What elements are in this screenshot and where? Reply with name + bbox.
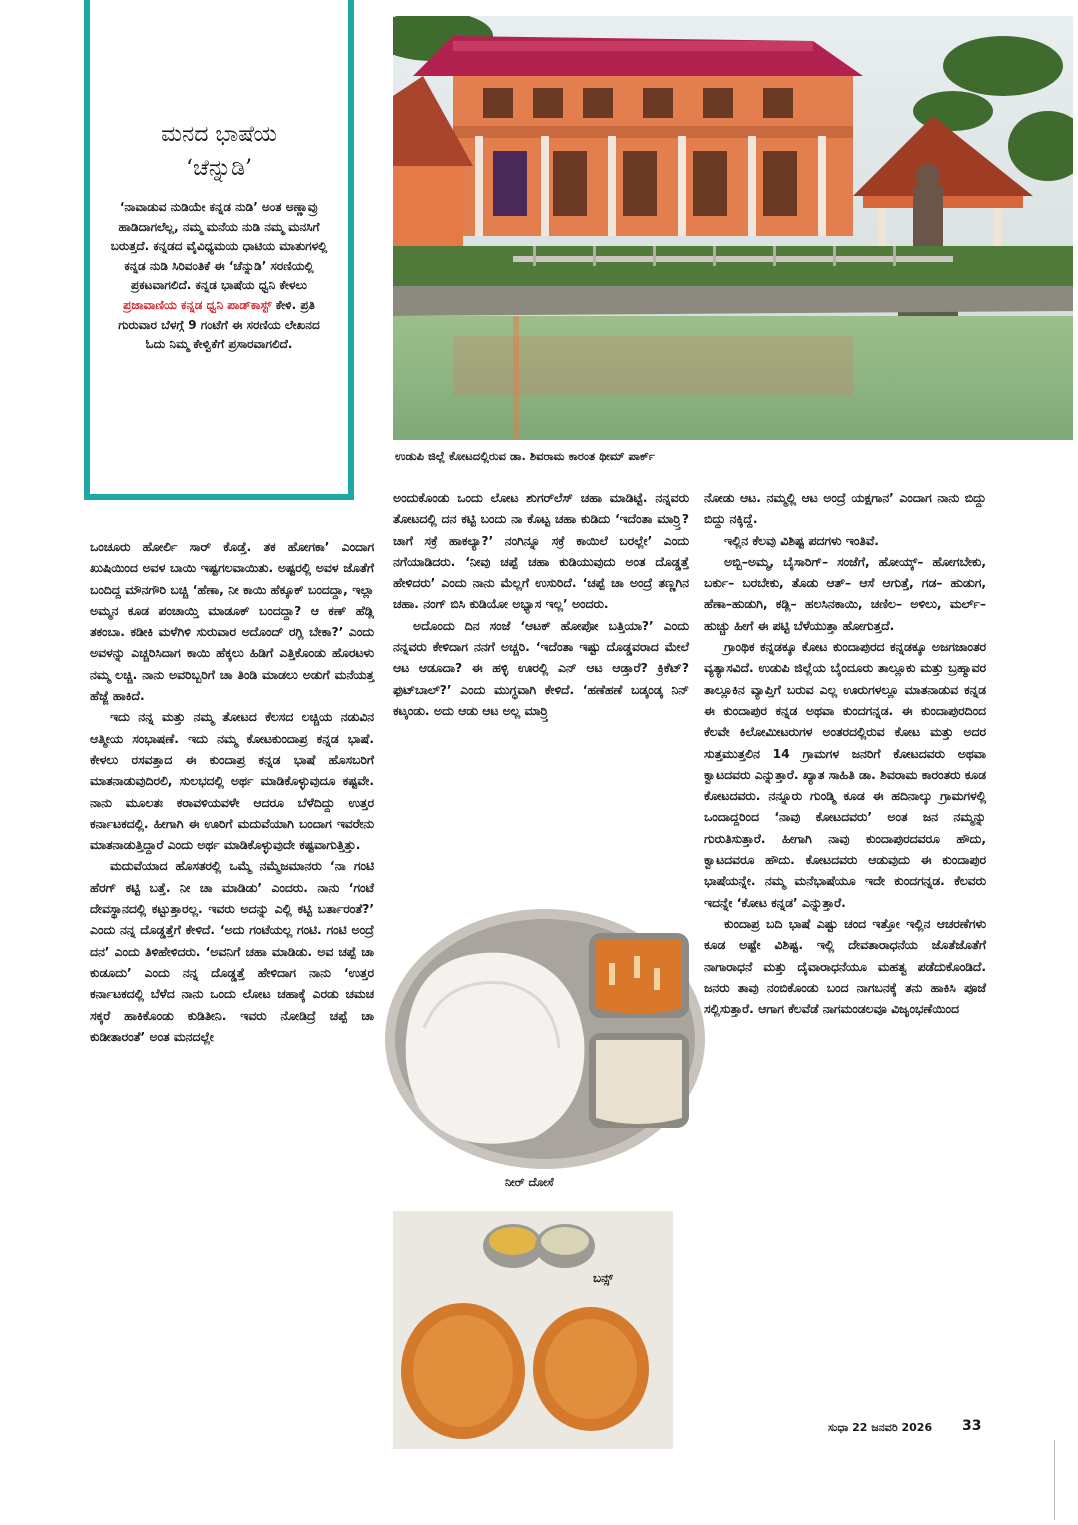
neer-dosa-photo (384, 908, 706, 1170)
column-1 (90, 537, 374, 1048)
series-info-box (84, 0, 354, 500)
crop-mark (1054, 1440, 1055, 1520)
col2-paragraph-2: ಅದೊಂದು ದಿನ ಸಂಜೆ ‘ಆಟಕ್ ಹೋಪೋ ಬತ್ತಿಯಾ?’ ಎಂದು ನನ್ನವರು ಕೇಳಿದಾಗ ನನಗೆ ಅಚ್ಚರಿ. ‘ಇದೆಂತಾ ಇಷ್ಟು ದೊಡ್ಡವರಾದ ಮೇಲೆ ಆಟ ಆಡೂದಾ? ಈ ಹಳ್ಳಿ ಊರಲ್ಲಿ ಎನ್ ಆಟ ಆಡ್ತಾರೆ? ಕ್ರಿಕೆಟ್? ಫುಟ್‌ಬಾಲ್?’ ಎಂದು ಮುಗ್ಧವಾಗಿ ಕೇಳಿದೆ. ‘ಹಣೆಹಣೆ ಬಡ್ಕಂಡ್ಕ ನಿನ್ ಕಟ್ಕಂಡು. ಅದು ಆಡು ಆಟ ಅಲ್ಲ ಮಾರ್‍ರ್ತಿ (393, 618, 689, 718)
theme-park-caption: ಉಡುಪಿ ಜಿಲ್ಲೆ ಕೋಟದಲ್ಲಿರುವ ಡಾ. ಶಿವರಾಮ ಕಾರಂತ ಥೀಮ್ ಪಾರ್ಕ್ (395, 449, 655, 463)
page-number: 33 (962, 1418, 982, 1434)
col3-paragraph-2: ಇಲ್ಲಿನ ಕೆಲವು ವಿಶಿಷ್ಟ ಪದಗಳು ಇಂತಿವೆ. (724, 533, 879, 548)
neer-dosa-caption: ನೀರ್ ದೋಸೆ (505, 1175, 554, 1189)
series-description-part2: ಕೇಳಿ. ಪ್ರತಿ ಗುರುವಾರ ಬೆಳಗ್ಗೆ 9 ಗಂಟೆಗೆ ಈ ಸರಣಿಯ ಲೇಖನದ ಓದು ನಿಮ್ಮ ಕೇಳ್ವಿಕೆಗೆ ಪ್ರಸಾರವಾಗಲಿದೆ. (118, 297, 320, 352)
column-3 (704, 488, 986, 1020)
col2-paragraph-1: ಅಂದುಕೊಂಡು ಒಂದು ಲೋಟ ಶುಗರ್‌ಲೆಸ್ ಚಹಾ ಮಾಡಿಟ್ಟೆ. ನನ್ನವರು ತೋಟದಲ್ಲಿ ದನ ಕಟ್ಟಿ ಬಂದು ನಾ ಕೊಟ್ಟ ಚಹಾ ಕುಡಿದು ‘ಇದೆಂತಾ ಮಾರ್‍ರ್ತಿ? ಚಾಗೆ ಸಕ್ರೆ ಹಾಕಲ್ಯಾ?’ ನಂಗಿನ್ನೂ ಸಕ್ರೆ ಕಾಯಿಲೆ ಬರಲ್ಲೇ’ ಎಂದು ನಗೆಯಾಡಿದರು. ‘ನೀವು ಚಪ್ಪೆ ಚಹಾ ಕುಡಿಯುವುದು ಅಂತ ದೊಡ್ಡತ್ತೆ ಹೇಳಿದರು’ ಎಂದು ನಾನು ಮೆಲ್ಲಗೆ ಉಸುರಿದೆ. ‘ಚಪ್ಪೆ ಚಾ ಅಂದ್ರೆ ತಣ್ಣಗಿನ ಚಹಾ. ನಂಗ್ ಬಿಸಿ ಕುಡಿಯೋ ಅಭ್ಯಾಸ ಇಲ್ಲ’ ಅಂದರು. (393, 491, 689, 612)
col1-paragraph-2: ಇದು ನನ್ನ ಮತ್ತು ನಮ್ಮ ತೋಟದ ಕೆಲಸದ ಲಚ್ಚಿಯ ನಡುವಿನ ಆತ್ಮೀಯ ಸಂಭಾಷಣೆ. ಇದು ನಮ್ಮ ಕೋಟಕುಂದಾಪ್ರ ಕನ್ನಡ ಭಾಷೆ. ಕೇಳಲು ರಸವತ್ತಾದ ಈ ಕುಂದಾಪ್ರ ಕನ್ನಡ ಭಾಷೆ ಹೊಸಬರಿಗೆ ಮಾತನಾಡುವುದಿರಲಿ, ಸುಲಭದಲ್ಲಿ ಅರ್ಥ ಮಾಡಿಕೊಳ್ಳುವುದೂ ಕಷ್ಟವೇ. ನಾನು ಮೂಲತಃ ಕರಾವಳಿಯವಳೇ ಆದರೂ ಬೆಳೆದಿದ್ದು ಉತ್ತರ ಕರ್ನಾಟಕದಲ್ಲಿ. ಹೀಗಾಗಿ ಈ ಊರಿಗೆ ಮದುವೆಯಾಗಿ ಬಂದಾಗ ಇವರೇನು ಮಾತನಾಡುತ್ತಿದ್ದಾರೆ ಎಂದು ಅರ್ಥ ಮಾಡಿಕೊಳ್ಳುವುದೇ ಕಷ್ಟವಾಗುತ್ತಿತ್ತು. (90, 710, 374, 853)
col3-paragraph-3: ಅಬ್ಬಿ–ಅಮ್ಮ, ಬೈಸಾರಿಗ್– ಸಂಜೆಗೆ, ಹೋಯ್ಕ್– ಹೋಗಬೇಕು, ಬರ್ಕು– ಬರಬೇಕು, ತೊಡು ಆತ್– ಆಸೆ ಆಗುತ್ತೆ, ಗಡ– ಹುಡುಗ, ಹೆಣಾ–ಹುಡುಗಿ, ಕಡ್ಲಿ– ಹಲಸಿನಕಾಯಿ, ಚಣಿಲ– ಅಳಿಲು, ಮರ್ಲ್– ಹುಚ್ಚು ಹೀಗೆ ಈ ಪಟ್ಟಿ ಬೆಳೆಯುತ್ತಾ ಹೋಗುತ್ತದೆ. (704, 554, 986, 633)
neer-dosa-illustration (384, 908, 706, 1170)
buns-photo (393, 1211, 673, 1449)
buns-caption: ಬನ್ಸ್ (593, 1271, 613, 1285)
theme-park-photo (393, 16, 1073, 440)
series-title-line2: ‘ಚೆನ್ನುಡಿ’ (186, 156, 252, 181)
theme-park-illustration (393, 16, 1073, 440)
col3-paragraph-5: ಕುಂದಾಪ್ರ ಬದಿ ಭಾಷೆ ಎಷ್ಟು ಚಂದ ಇತ್ತೋ ಇಲ್ಲಿನ ಆಚರಣೆಗಳು ಕೂಡ ಅಷ್ಟೇ ವಿಶಿಷ್ಟ. ಇಲ್ಲಿ ದೇವತಾರಾಧನೆಯ ಜೊತೆಜೊತೆಗೆ ನಾಗಾರಾಧನೆ ಮತ್ತು ದೈವಾರಾಧನೆಯೂ ಮಹತ್ವ ಪಡೆದುಕೊಂಡಿದೆ. ಜನರು ತಾವು ನಂಬಿಕೊಂಡು ಬಂದ ನಾಗಬನಕ್ಕೆ ತನು ಹಾಕಿಸಿ ಪೂಜೆ ಸಲ್ಲಿಸುತ್ತಾರೆ. ಆಗಾಗ ಕೆಲವೆಡೆ ನಾಗಮಂಡಲವೂ ವಿಜೃಂಭಣೆಯಿಂದ (704, 916, 986, 1017)
column-2 (393, 488, 689, 722)
buns-illustration (393, 1211, 673, 1449)
podcast-highlight: ಪ್ರಜಾವಾಣಿಯ ಕನ್ನಡ ಧ್ವನಿ ಪಾಡ್‌ಕಾಸ್ಟ್ (123, 297, 272, 312)
col1-paragraph-3: ಮದುವೆಯಾದ ಹೊಸತರಲ್ಲಿ ಒಮ್ಮೆ ನಮ್ಮೆಜಮಾನರು ‘ನಾ ಗಂಟಿ ಹೆರಗ್ ಕಟ್ಟಿ ಬತ್ತೆ. ನೀ ಚಾ ಮಾಡಿಡು’ ಎಂದರು. ನಾನು ‘ಗಂಟೆ ದೇವಸ್ಥಾನದಲ್ಲಿ ಕಟ್ಟುತ್ತಾರಲ್ಲ. ಇವರು ಅದನ್ನು ಎಲ್ಲಿ ಕಟ್ಟಿ ಬರ್ತಾರಂತೆ?’ ಎಂದು ನನ್ನ ದೊಡ್ಡತ್ತೆಗೆ ಕೇಳಿದೆ. ‘ಅದು ಗಂಟೆಯಲ್ಲ ಗಂಟಿ. ಗಂಟಿ ಅಂದ್ರೆ ದನ’ ಎಂದು ತಿಳಿಹೇಳಿದರು. ‘ಅವನಿಗೆ ಚಹಾ ಮಾಡಿಡು. ಅವ ಚಪ್ಪೆ ಚಾ ಕುಡೂದು’ ಎಂದು ನನ್ನ ದೊಡ್ಡತ್ತೆ ಹೇಳಿದಾಗ ನಾನು ‘ಉತ್ತರ ಕರ್ನಾಟಕದಲ್ಲಿ ಬೆಳೆದ ನಾನು ಒಂದು ಲೋಟ ಚಹಾಕ್ಕೆ ಎರಡು ಚಮಚ ಸಕ್ಕರೆ ಹಾಕಿಕೊಂಡು ಕುಡಿತೀನಿ. ಇವರು ನೋಡಿದ್ರೆ ಚಪ್ಪೆ ಚಾ ಕುಡೀತಾರಂತೆ’ ಅಂತ ಮನದಲ್ಲೇ (90, 859, 374, 1044)
col1-paragraph-1: ಒಂಚೂರು ಹೋರ್ಲಿ ಸಾರ್ ಕೊಡ್ತೆ. ತಕ ಹೋಗಕಾ’ ಎಂದಾಗ ಖುಷಿಯಿಂದ ಅವಳ ಬಾಯಿ ಇಷ್ಟಗಲವಾಯಿತು. ಅಷ್ಟರಲ್ಲಿ ಅವಳ ಜೊತೆಗೆ ಬಂದಿದ್ದ ಮೌನಗೌರಿ ಬಚ್ಚಿ ‘ಹೆಣಾ, ನೀ ಕಾಯಿ ಹೆಕ್ಕೂಕ್ ಬಂದದ್ದಾ, ಇಲ್ಲಾ ಅಮ್ಮನ ಕೂಡ ಪಂಚಾಯ್ತಿ ಮಾಡೂಕ್ ಬಂದದ್ದಾ? ಆ ಕಣ್ ಹೆಡ್ಲಿ ತಕಂಬಾ. ಕಡೀಕಿ ಮಳೆಗಿಳಿ ಸುರುವಾರ ಅದೊಂದ್ ರಗ್ಲಿ ಬೇಕಾ?’ ಎಂದು ಅವಳನ್ನು ಎಚ್ಚರಿಸಿದಾಗ ಕಾಯಿ ಹೆಕ್ಕಲು ಹಿಡಿಗೆ ಎತ್ತಿಕೊಂಡು ಹೊರಟಳು ನಮ್ಮ ಲಚ್ಚಿ. ನಾನು ಅವರಿಬ್ಬರಿಗೆ ಚಾ ತಿಂಡಿ ಮಾಡಲು ಅಡುಗೆ ಮನೆಯತ್ತ ಹೆಜ್ಜೆ ಹಾಕಿದೆ. (90, 540, 374, 704)
series-title-line1: ಮನದ ಭಾಷೆಯ (161, 122, 277, 147)
col3-paragraph-4: ಗ್ರಾಂಥಿಕ ಕನ್ನಡಕ್ಕೂ ಕೋಟ ಕುಂದಾಪುರದ ಕನ್ನಡಕ್ಕೂ ಅಜಗಜಾಂತರ ವ್ಯತ್ಯಾಸವಿದೆ. ಉಡುಪಿ ಜಿಲ್ಲೆಯ ಬೈಂದೂರು ತಾಲ್ಲೂಕು ಮತ್ತು ಬ್ರಹ್ಮಾವರ ತಾಲ್ಲೂಕಿನ ವ್ಯಾಪ್ತಿಗೆ ಬರುವ ಎಲ್ಲ ಊರುಗಳಲ್ಲೂ ಮಾತನಾಡುವ ಕನ್ನಡ ಈ ಕುಂದಾಪುರ ಕನ್ನಡ ಅಥವಾ ಕುಂದಗನ್ನಡ. ಈ ಕುಂದಾಪುರದಿಂದ ಕೆಲವೇ ಕಿಲೋಮೀಟರುಗಳ ಅಂತರದಲ್ಲಿರುವ ಕೋಟ ಮತ್ತು ಅದರ ಸುತ್ತಮುತ್ತಲಿನ 14 ಗ್ರಾಮಗಳ ಜನರಿಗೆ ಕೋಟದವರು ಅಥವಾ ಕ್ವಾಟದವರು ಎನ್ನುತ್ತಾರೆ. ಖ್ಯಾತ ಸಾಹಿತಿ ಡಾ. ಶಿವರಾಮ ಕಾರಂತರು ಕೂಡ ಕೋಟದವರು. ನನ್ನೂರು ಗುಂಡ್ಮಿ ಕೂಡ ಈ ಹದಿನಾಲ್ಕು ಗ್ರಾಮಗಳಲ್ಲಿ ಒಂದಾದ್ದರಿಂದ ‘ನಾವು ಕೋಟದವರು’ ಅಂತ ಜನ ನಮ್ಮನ್ನು ಗುರುತಿಸುತ್ತಾರೆ. ಹೀಗಾಗಿ ನಾವು ಕುಂದಾಪುರದವರೂ ಹೌದು, ಕ್ವಾಟದವರೂ ಹೌದು. ಕೋಟದವರು ಆಡುವುದು ಈ ಕುಂದಾಪುರ ಭಾಷೆಯನ್ನೇ. ನಮ್ಮ ಮನೆಭಾಷೆಯೂ ಇದೇ ಕುಂದಗನ್ನಡ. ಕೆಲವರು ಇದನ್ನೇ ‘ಕೋಟ ಕನ್ನಡ’ ಎನ್ನುತ್ತಾರೆ. (704, 640, 986, 910)
series-description (108, 198, 330, 355)
series-description-part1: ‘ನಾವಾಡುವ ನುಡಿಯೇ ಕನ್ನಡ ನುಡಿ’ ಅಂತ ಅಣ್ಣಾವ್ರು ಹಾಡಿದಾಗಲೆಲ್ಲ, ನಮ್ಮ ಮನೆಯ ನುಡಿ ನಮ್ಮ ಮನಸಿಗೆ ಬರುತ್ತದೆ. ಕನ್ನಡದ ವೈವಿಧ್ಯಮಯ ಧಾಟಿಯ ಮಾತುಗಳಲ್ಲಿ ಕನ್ನಡ ನುಡಿ ಸಿರಿವಂತಿಕೆ ಈ ‘ಚೆನ್ನುಡಿ’ ಸರಣಿಯಲ್ಲಿ ಪ್ರಕಟವಾಗಲಿದೆ. ಕನ್ನಡ ಭಾಷೆಯ ಧ್ವನಿ ಕೇಳಲು (110, 200, 328, 293)
col3-paragraph-1: ನೋಡು ಆಟ. ನಮ್ಮಲ್ಲಿ ಆಟ ಅಂದ್ರೆ ಯಕ್ಷಗಾನ’ ಎಂದಾಗ ನಾನು ಬಿದ್ದು ಬಿದ್ದು ನಕ್ಕಿದ್ದೆ. (704, 491, 986, 527)
issue-date: ಸುಧಾ 22 ಜನವರಿ 2026 (828, 1421, 933, 1434)
